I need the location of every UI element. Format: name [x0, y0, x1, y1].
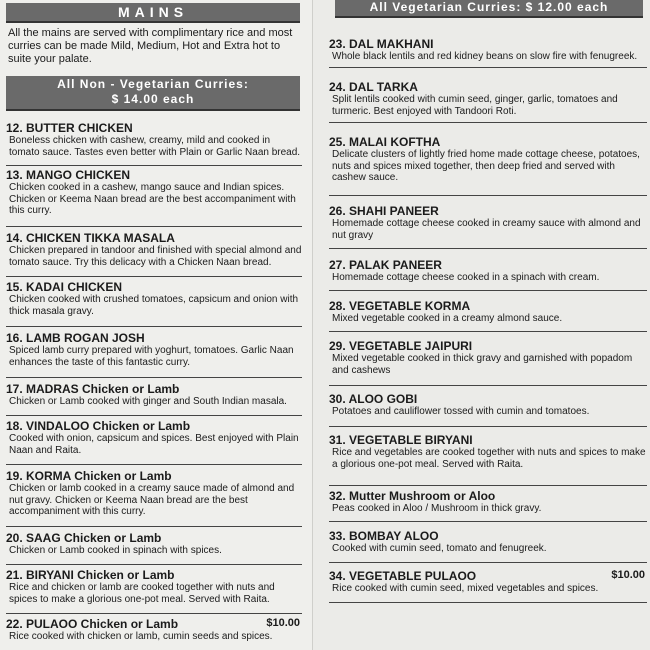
item-name: 26. SHAHI PANEER	[329, 204, 439, 218]
mains-intro: All the mains are served with complimentary rice and most curries can be made Mild, Medium, Hot and Extra hot to suite your palate.	[8, 27, 293, 65]
item-name: 30. ALOO GOBI	[329, 392, 418, 406]
item-description: Whole black lentils and red kidney beans on slow fire with fenugreek.	[332, 51, 638, 62]
item-description: Chicken or Lamb cooked with ginger and South Indian masala.	[9, 396, 287, 407]
item-price: $10.00	[611, 569, 645, 581]
menu-item	[329, 37, 647, 68]
item-price: $10.00	[266, 617, 300, 629]
veg-heading: All Vegetarian Curries: $ 12.00 each	[335, 0, 643, 18]
item-name: 28. VEGETABLE KORMA	[329, 299, 471, 313]
item-name: 32. Mutter Mushroom or Aloo	[329, 489, 496, 503]
right-column	[312, 0, 650, 650]
menu-item	[6, 469, 302, 527]
item-name: 21. BIRYANI Chicken or Lamb	[6, 568, 175, 582]
item-description: Boneless chicken with cashew, creamy, mild and cooked in tomato sauce. Tastes even better with Plain or Garlic Naan bread.	[9, 135, 301, 158]
menu-item	[329, 433, 647, 486]
menu-item	[6, 568, 302, 614]
menu-item	[6, 419, 302, 465]
item-name: 18. VINDALOO Chicken or Lamb	[6, 419, 191, 433]
item-description: Rice and chicken or lamb are cooked together with nuts and spices to make a glorious one-pot meal. Served with Raita.	[9, 582, 275, 605]
non-veg-heading-title: All Non - Vegetarian Curries:	[57, 77, 249, 91]
item-name: 33. BOMBAY ALOO	[329, 529, 439, 543]
item-name: 23. DAL MAKHANI	[329, 37, 434, 51]
item-name: 13. MANGO CHICKEN	[6, 168, 131, 182]
menu-item	[6, 382, 302, 416]
menu-item	[329, 339, 647, 386]
item-description: Rice cooked with chicken or lamb, cumin seeds and spices.	[9, 631, 273, 642]
item-description: Rice cooked with cumin seed, mixed vegetables and spices.	[332, 583, 599, 594]
item-name: 22. PULAOO Chicken or Lamb	[6, 617, 179, 631]
left-column	[0, 0, 312, 650]
item-description: Mixed vegetable cooked in a creamy almond sauce.	[332, 313, 563, 324]
item-name: 25. MALAI KOFTHA	[329, 135, 441, 149]
item-description: Split lentils cooked with cumin seed, ginger, garlic, tomatoes and turmeric. Best enjoyed with Tandoori Roti.	[332, 94, 618, 117]
menu-item	[6, 331, 302, 378]
item-description: Mixed vegetable cooked in thick gravy and garnished with popadom and cashews	[332, 353, 633, 376]
item-name: 12. BUTTER CHICKEN	[6, 121, 133, 135]
item-description: Chicken prepared in tandoor and finished with special almond and tomato sauce. Try this delicacy with a Chicken Naan bread.	[9, 245, 302, 268]
menu-item	[329, 80, 647, 123]
menu-item	[329, 489, 647, 522]
menu-item	[329, 392, 647, 427]
menu-item	[329, 569, 647, 603]
non-veg-heading	[6, 76, 300, 111]
item-description: Cooked with onion, capsicum and spices. Best enjoyed with Plain Naan and Raita.	[9, 433, 299, 456]
item-description: Delicate clusters of lightly fried home made cottage cheese, potatoes, nuts and spices mixed together, then deep fried and served with cashew sauce.	[332, 149, 640, 183]
menu-item	[6, 231, 302, 277]
item-description: Homemade cottage cheese cooked in creamy sauce with almond and nut gravy	[332, 218, 641, 241]
item-description: Chicken cooked in a cashew, mango sauce and Indian spices. Chicken or Keema Naan bread are the best accompaniment with this curry.	[9, 182, 296, 216]
menu-item	[329, 529, 647, 563]
item-description: Rice and vegetables are cooked together with nuts and spices to make a glorious one-pot meal. Served with Raita.	[332, 447, 646, 470]
menu-item	[329, 135, 647, 196]
item-description: Potatoes and cauliflower tossed with cumin and tomatoes.	[332, 406, 590, 417]
item-description: Chicken or lamb cooked in a creamy sauce made of almond and nut gravy. Chicken or Keema Naan bread are the best accompaniment with this curry.	[9, 483, 295, 517]
item-name: 31. VEGETABLE BIRYANI	[329, 433, 473, 447]
item-name: 34. VEGETABLE PULAOO	[329, 569, 477, 583]
item-name: 29. VEGETABLE JAIPURI	[329, 339, 473, 353]
item-name: 17. MADRAS Chicken or Lamb	[6, 382, 180, 396]
non-veg-heading-price: $ 14.00 each	[111, 92, 195, 106]
menu-item	[6, 531, 302, 565]
menu-item	[329, 204, 647, 249]
item-name: 16. LAMB ROGAN JOSH	[6, 331, 145, 345]
item-description: Chicken or Lamb cooked in spinach with spices.	[9, 545, 222, 556]
menu-item	[329, 299, 647, 332]
item-description: Peas cooked in Aloo / Mushroom in thick gravy.	[332, 503, 542, 514]
item-description: Homemade cottage cheese cooked in a spinach with cream.	[332, 272, 600, 283]
menu-item	[6, 617, 302, 648]
menu-item	[6, 280, 302, 327]
item-name: 20. SAAG Chicken or Lamb	[6, 531, 162, 545]
menu-item	[6, 168, 302, 227]
item-description: Chicken cooked with crushed tomatoes, capsicum and onion with thick masala gravy.	[9, 294, 299, 317]
item-description: Spiced lamb curry prepared with yoghurt, tomatoes. Garlic Naan enhances the taste of this fantastic curry.	[9, 345, 294, 368]
item-name: 19. KORMA Chicken or Lamb	[6, 469, 172, 483]
item-name: 27. PALAK PANEER	[329, 258, 442, 272]
mains-heading: MAINS	[6, 3, 300, 23]
item-description: Cooked with cumin seed, tomato and fenugreek.	[332, 543, 547, 554]
item-name: 14. CHICKEN TIKKA MASALA	[6, 231, 175, 245]
menu-item	[6, 121, 302, 166]
menu-item	[329, 258, 647, 291]
item-name: 15. KADAI CHICKEN	[6, 280, 123, 294]
item-name: 24. DAL TARKA	[329, 80, 418, 94]
